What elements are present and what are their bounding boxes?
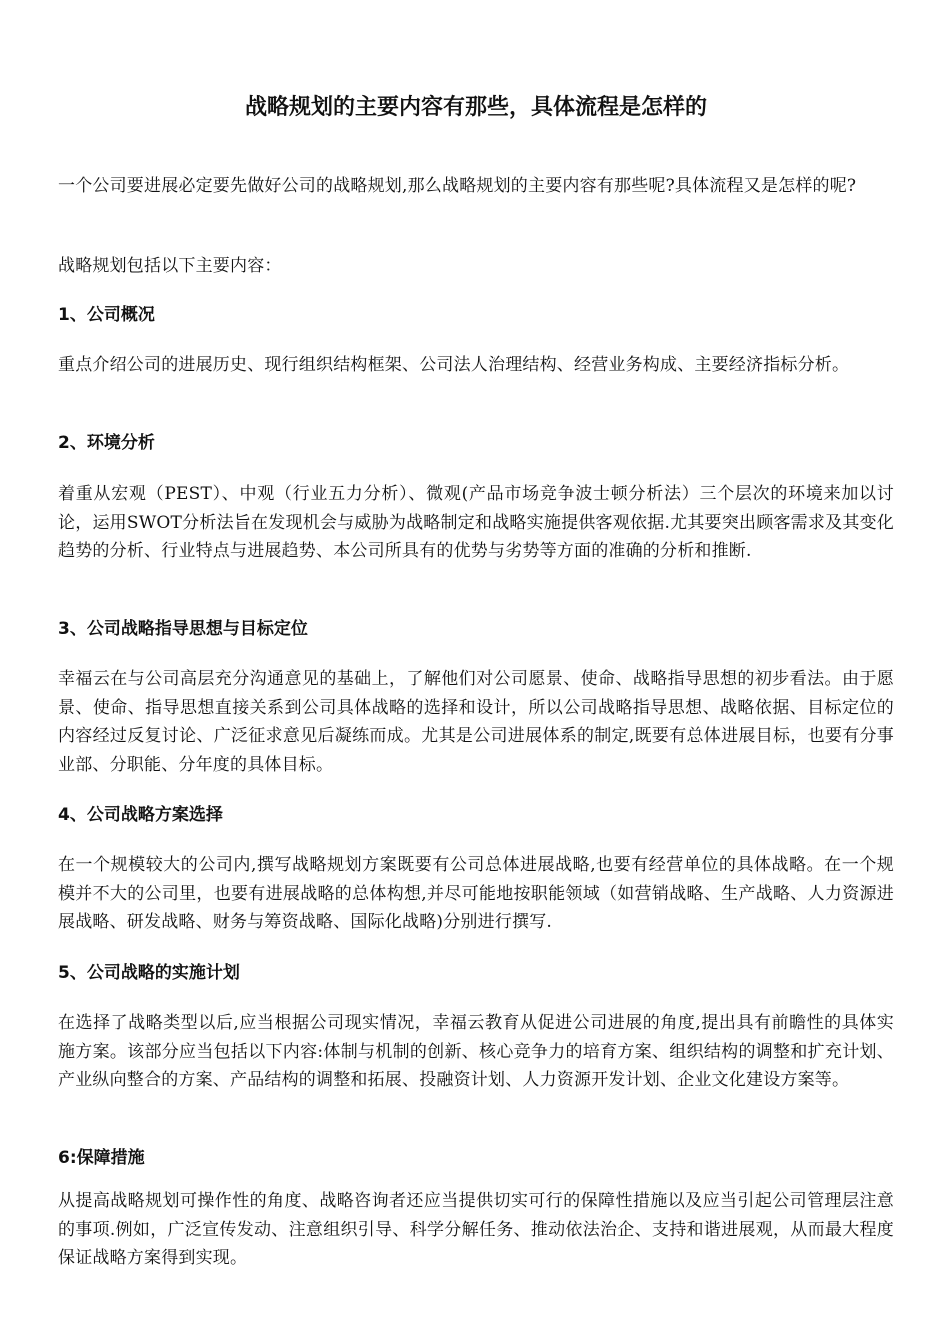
section-heading-1: 1、公司概况 [58, 305, 155, 325]
section-heading-2: 2、环境分析 [58, 433, 155, 453]
section-body-3: 幸福云在与公司高层充分沟通意见的基础上，了解他们对公司愿景、使命、战略指导思想的初步看法。由于愿景、使命、指导思想直接关系到公司具体战略的选择和设计，所以公司战略指导思想、战略依据、目标定位的内容经过反复讨论、广泛征求意见后凝练而成。尤其是公司进展体系的制定,既要有总体进展目标，也要有分事业部、分职能、分年度的具体目标。 [58, 669, 894, 775]
section-heading-4: 4、公司战略方案选择 [58, 805, 223, 825]
section-heading-5: 5、公司战略的实施计划 [58, 963, 240, 983]
document-title: 战略规划的主要内容有那些，具体流程是怎样的 [244, 95, 707, 120]
intro-paragraph: 一个公司要进展必定要先做好公司的战略规划,那么战略规划的主要内容有那些呢?具体流程又是怎样的呢? [58, 176, 857, 196]
lead-paragraph: 战略规划包括以下主要内容： [58, 256, 282, 276]
section-heading-3: 3、公司战略指导思想与目标定位 [58, 619, 308, 639]
section-body-2: 着重从宏观（PEST）、中观（行业五力分析）、微观(产品市场竞争波士顿分析法）三个层次的环境来加以讨论，运用SWOT分析法旨在发现机会与威胁为战略制定和战略实施提供客观依据.尤其要突出顾客需求及其变化趋势的分析、行业特点与进展趋势、本公司所具有的优势与劣势等方面的准确的分析和推断. [58, 484, 894, 561]
section-body-4: 在一个规模较大的公司内,撰写战略规划方案既要有公司总体进展战略,也要有经营单位的具体战略。在一个规模并不大的公司里，也要有进展战略的总体构想,并尽可能地按职能领域（如营销战略、生产战略、人力资源进展战略、研发战略、财务与筹资战略、国际化战略)分别进行撰写. [58, 855, 894, 932]
section-body-1: 重点介绍公司的进展历史、现行组织结构框架、公司法人治理结构、经营业务构成、主要经济指标分析。 [58, 355, 850, 375]
section-heading-6: 6:保障措施 [58, 1148, 145, 1168]
section-body-5: 在选择了战略类型以后,应当根据公司现实情况，幸福云教育从促进公司进展的角度,提出具有前瞻性的具体实施方案。该部分应当包括以下内容:体制与机制的创新、核心竞争力的培育方案、组织结构的调整和扩充计划、产业纵向整合的方案、产品结构的调整和拓展、投融资计划、人力资源开发计划、企业文化建设方案等。 [58, 1013, 894, 1090]
section-body-6: 从提高战略规划可操作性的角度、战略咨询者还应当提供切实可行的保障性措施以及应当引起公司管理层注意的事项.例如，广泛宣传发动、注意组织引导、科学分解任务、推动依法治企、支持和谐进展观，从而最大程度保证战略方案得到实现。 [58, 1191, 894, 1268]
